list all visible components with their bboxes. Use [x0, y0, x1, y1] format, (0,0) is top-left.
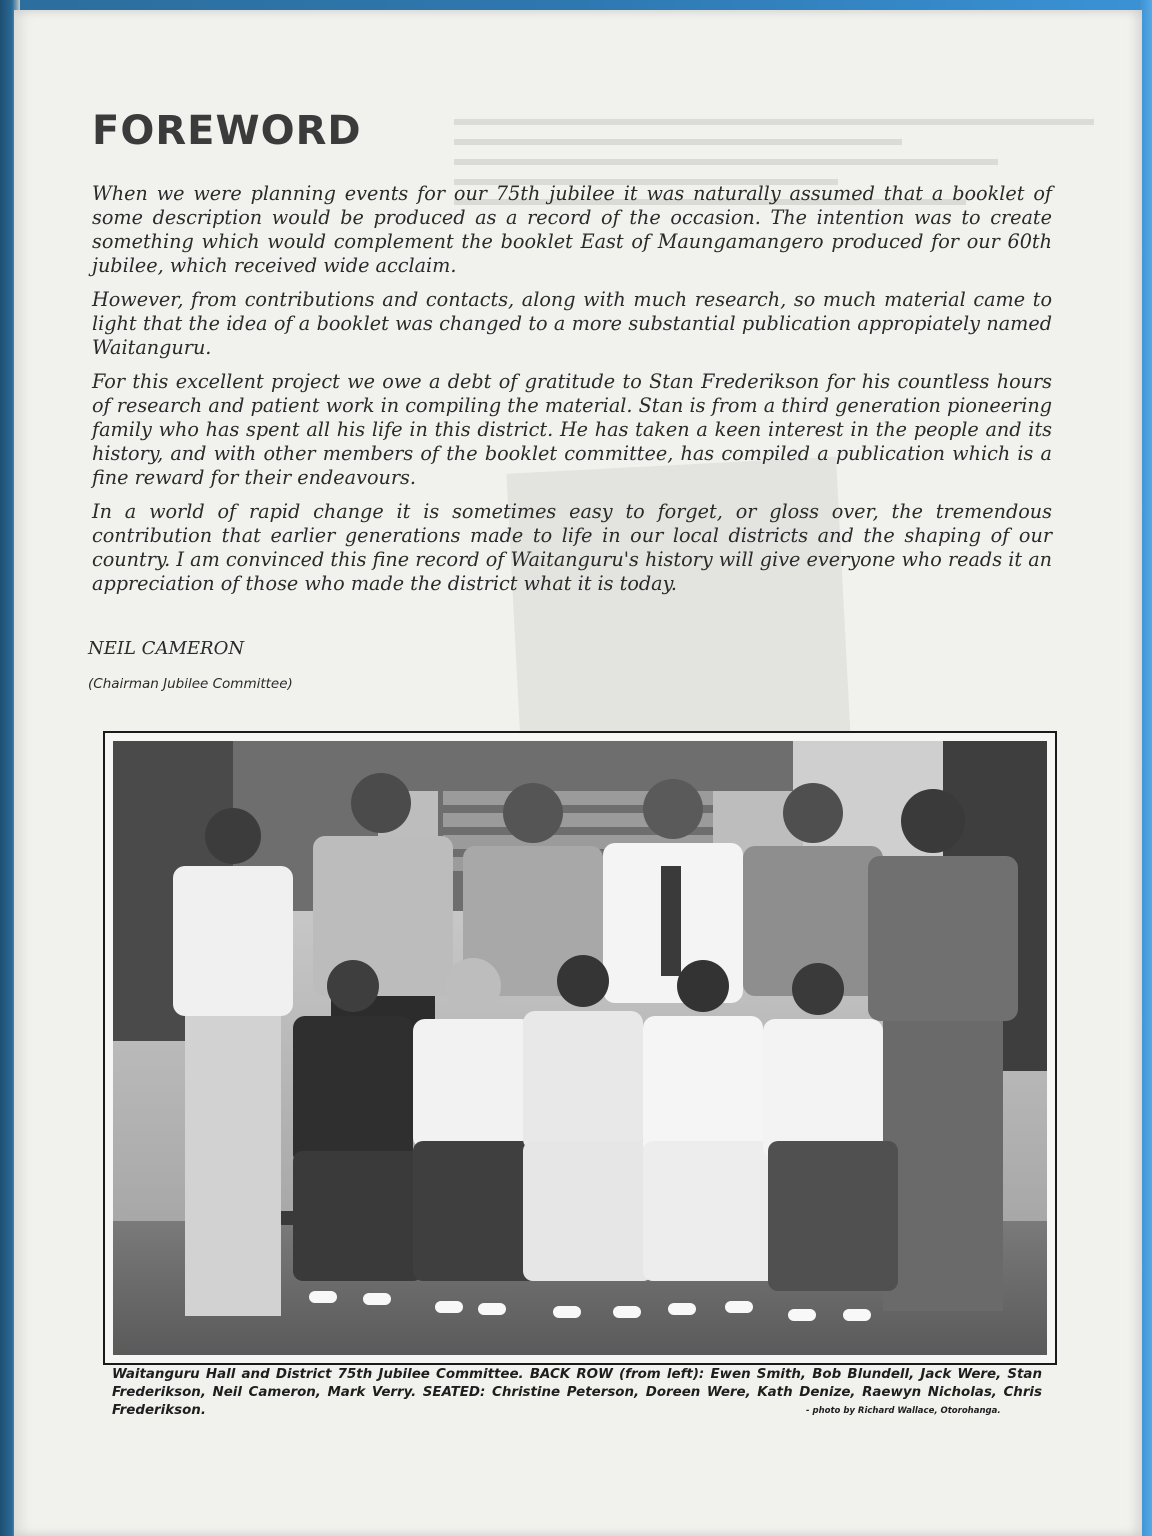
photo-caption: Waitanguru Hall and District 75th Jubilee Committee. BACK ROW (from left): Ewen Smith, Bob Blundell, Jack Were, Stan Frederikson, Neil Cameron, Mark Verry. SEATED: Christine Peterson, Doreen Were, Kath Denize, Raewyn Nicholas, Chris Frederikson.: [112, 1367, 1042, 1418]
group-photo-illustration: [113, 741, 1047, 1355]
paragraph: In a world of rapid change it is sometimes easy to forget, or gloss over, the tremendous contribution that earlier generations made to life in our local districts and the shaping of our country. I am convinced this fine record of Waitanguru's history will give everyone who reads it an appreciation of those who made the district what it is today.: [92, 500, 1052, 595]
foreword-body: [92, 182, 1052, 606]
photo-credit: - photo by Richard Wallace, Otorohanga.: [806, 1406, 1001, 1416]
paragraph: When we were planning events for our 75th jubilee it was naturally assumed that a booklet of some description would be produced as a record of the occasion. The intention was to create something which would complement the booklet East of Maungamangero produced for our 60th jubilee, which received wide acclaim.: [92, 182, 1052, 277]
photo-frame: [103, 731, 1057, 1365]
committee-group-photo: [113, 741, 1047, 1355]
page-title: FOREWORD: [92, 108, 362, 154]
paragraph: However, from contributions and contacts, along with much research, so much material came to light that the idea of a booklet was changed to a more substantial publication appropiately named Waitanguru.: [92, 288, 1052, 359]
signature-role: (Chairman Jubilee Committee): [88, 676, 293, 692]
signature-name: NEIL CAMERON: [88, 638, 245, 659]
paragraph: For this excellent project we owe a debt of gratitude to Stan Frederikson for his countless hours of research and patient work in compiling the material. Stan is from a third generation pioneering family who has spent all his life in this district. He has taken a keen interest in the people and its history, and with other members of the booklet committee, has compiled a publication which is a fine reward for their endeavours.: [92, 370, 1052, 489]
